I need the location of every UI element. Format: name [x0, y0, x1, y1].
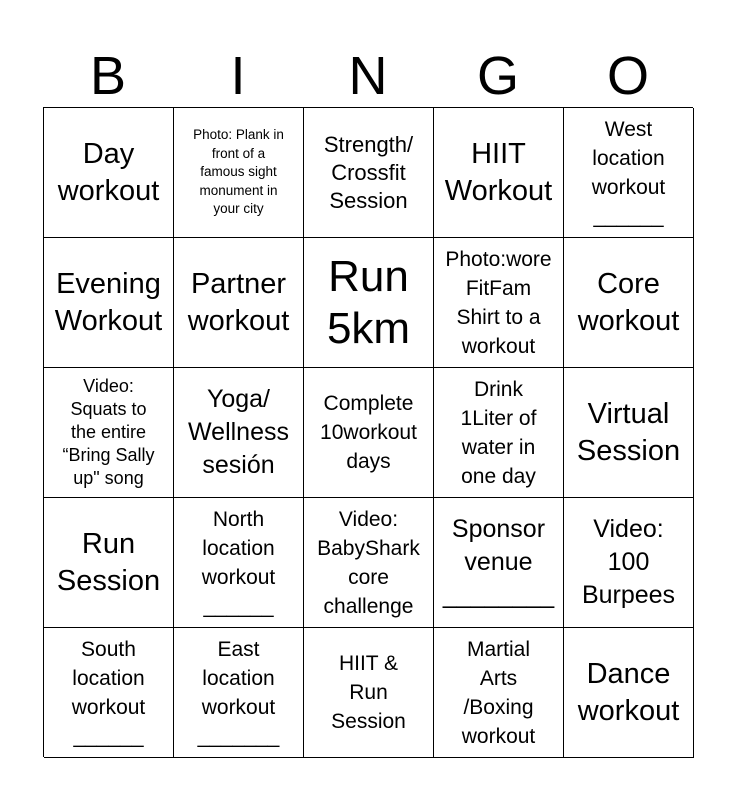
bingo-cell[interactable] — [564, 238, 694, 368]
header-letter-o: O — [606, 46, 649, 106]
bingo-cell[interactable] — [434, 238, 564, 368]
bingo-cell[interactable] — [44, 628, 174, 758]
bingo-cell[interactable] — [304, 498, 434, 628]
bingo-cell[interactable] — [174, 238, 304, 368]
header-letter-n: N — [348, 46, 388, 106]
bingo-cell[interactable] — [564, 368, 694, 498]
cell-text: Martial Arts /Boxing workout — [461, 637, 536, 748]
cell-text: Sponsor venue ________ — [442, 515, 555, 609]
bingo-cell[interactable] — [304, 368, 434, 498]
bingo-cell[interactable] — [564, 628, 694, 758]
bingo-cell[interactable] — [304, 108, 434, 238]
cell-text: Core workout — [577, 267, 680, 337]
bingo-cell[interactable] — [44, 238, 174, 368]
bingo-cell[interactable] — [434, 498, 564, 628]
cell-text: Photo: Plank in front of a famous sight monument in your city — [193, 127, 284, 217]
bingo-cell[interactable] — [304, 238, 434, 368]
header-letter-i: I — [230, 46, 246, 106]
cell-text: Complete 10workout days — [320, 392, 417, 473]
cell-text: Day workout — [57, 137, 160, 207]
bingo-cell[interactable] — [44, 498, 174, 628]
header-letter-g: G — [476, 46, 519, 106]
bingo-cell[interactable] — [44, 108, 174, 238]
cell-text: East location workout _______ — [197, 637, 280, 748]
cell-text: Run Session — [56, 527, 161, 597]
cell-text: Strength/ Crossfit Session — [323, 131, 414, 213]
bingo-cell[interactable] — [174, 498, 304, 628]
cell-text: Evening Workout — [54, 267, 163, 337]
bingo-grid — [43, 107, 693, 757]
header-letter-b: B — [89, 46, 127, 106]
cell-text: South location workout ______ — [71, 637, 146, 748]
cell-text: Video: BabyShark core challenge — [317, 507, 420, 618]
bingo-cell[interactable] — [174, 108, 304, 238]
bingo-cell[interactable] — [434, 368, 564, 498]
cell-text: Photo:wore FitFam Shirt to a workout — [445, 247, 552, 358]
cell-text: West location workout ______ — [591, 117, 666, 228]
bingo-cell[interactable] — [564, 498, 694, 628]
cell-text: Video: Squats to the entire “Bring Sally up" song — [62, 376, 155, 488]
bingo-cell[interactable] — [174, 368, 304, 498]
cell-text: Yoga/ Wellness sesión — [188, 385, 289, 479]
cell-text: Video: 100 Burpees — [581, 515, 676, 609]
cell-text: North location workout ______ — [201, 507, 276, 618]
bingo-cell[interactable] — [434, 628, 564, 758]
cell-text: Dance workout — [577, 657, 680, 727]
bingo-cell[interactable] — [174, 628, 304, 758]
cell-text: HIIT Workout — [444, 137, 553, 207]
cell-text: Partner workout — [187, 267, 290, 337]
bingo-header — [43, 44, 693, 108]
bingo-cell[interactable] — [564, 108, 694, 238]
bingo-cell[interactable] — [44, 368, 174, 498]
cell-text: HIIT & Run Session — [331, 652, 406, 733]
bingo-cell[interactable] — [304, 628, 434, 758]
cell-text: Drink 1Liter of water in one day — [460, 377, 537, 488]
bingo-cell[interactable] — [434, 108, 564, 238]
cell-text: Virtual Session — [576, 397, 681, 467]
cell-text: Run 5km — [326, 251, 411, 353]
